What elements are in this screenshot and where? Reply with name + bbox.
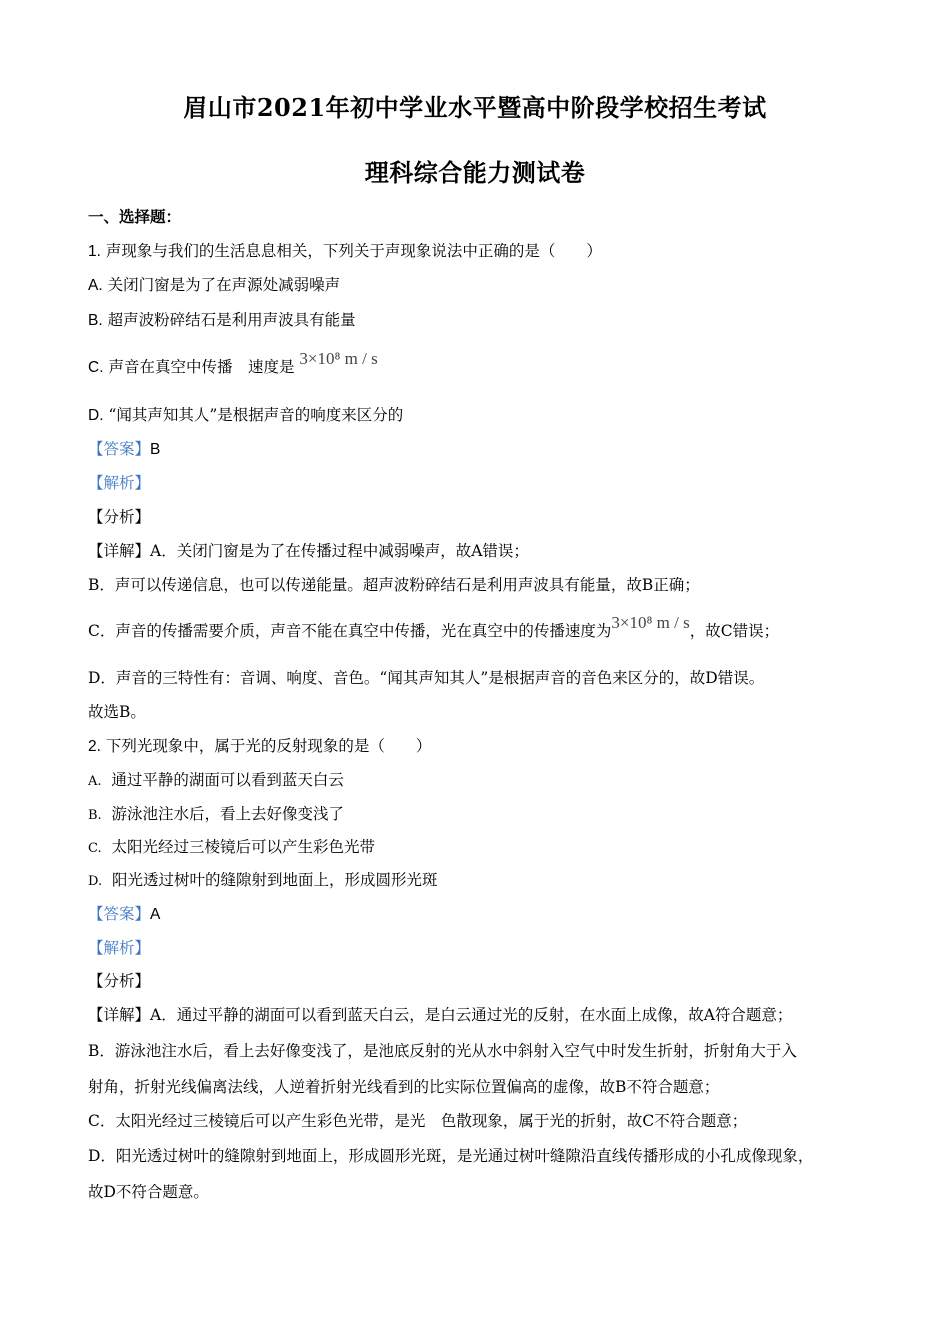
detail-text: A．关闭门窗是为了在传播过程中减弱噪声，故A错误； [150, 542, 529, 560]
question-stem: 声现象与我们的生活息息相关，下列关于声现象说法中正确的是（ ） [105, 242, 602, 260]
option-text: 游泳池注水后，看上去好像变浅了 [111, 805, 345, 823]
option-letter: B. [88, 312, 103, 329]
question-number: 2. [88, 738, 101, 755]
q2-detail-c: C．太阳光经过三棱镜后可以产生彩色光带，是光 色散现象，属于光的折射，故C不符合题意； [88, 1112, 748, 1130]
q2-detail-b-line2: 射角，折射光线偏离法线，人逆着折射光线看到的比实际位置偏高的虚像，故B不符合题意； [88, 1078, 720, 1096]
q2-option-a [88, 769, 870, 793]
q2-fenxi: 【分析】 [88, 972, 151, 990]
q1-conclusion: 故选B。 [88, 703, 146, 721]
detail-text: C．声音的传播需要介质，声音不能在真空中传播，光在真空中的传播速度为 [88, 622, 612, 640]
q2-detail-d-line1: D．阳光透过树叶的缝隙射到地面上，形成圆形光斑，是光通过树叶缝隙沿直线传播形成的小孔成像现象， [88, 1147, 814, 1165]
q2-answer [88, 903, 870, 926]
option-text: 超声波粉碎结石是利用声波具有能量 [107, 311, 356, 329]
option-letter: C. [88, 841, 102, 856]
q2-analysis-tag: 【解析】 [88, 939, 151, 957]
exam-subtitle: 理科综合能力测试卷 [364, 158, 586, 187]
q1-analysis-tag: 【解析】 [88, 474, 151, 492]
option-text: 声音在真空中传播 速度是 [108, 358, 295, 376]
q2-detail-d-line2: 故D不符合题意。 [88, 1183, 209, 1201]
detail-tag: 【详解】 [88, 542, 151, 560]
answer-value: A [150, 906, 161, 923]
q1-detail-d: D．声音的三特性有：音调、响度、音色。“闻其声知其人”是根据声音的音色来区分的，故D错误。 [88, 669, 765, 687]
q2-option-d [88, 869, 870, 893]
detail-text: ，故C错误； [689, 622, 780, 640]
option-letter: A. [88, 277, 103, 294]
q1-detail-b: B．声可以传递信息，也可以传递能量。超声波粉碎结石是利用声波具有能量，故B正确； [88, 576, 700, 594]
option-text: “闻其声知其人”是根据声音的响度来区分的 [108, 406, 404, 424]
option-letter: A. [88, 774, 102, 789]
detail-tag: 【详解】 [88, 1006, 151, 1024]
answer-tag: 【答案】 [88, 440, 151, 458]
option-text: 阳光透过树叶的缝隙射到地面上，形成圆形光斑 [111, 871, 438, 889]
option-letter: D. [88, 407, 104, 424]
option-text: 通过平静的湖面可以看到蓝天白云 [111, 771, 344, 789]
option-letter: B. [88, 808, 102, 823]
q1-option-c [88, 349, 870, 379]
answer-tag: 【答案】 [88, 905, 151, 923]
q2-option-c [88, 836, 870, 860]
question-stem: 下列光现象中，属于光的反射现象的是（ ） [105, 737, 432, 755]
speed-formula: 3×10⁸ m / s [611, 613, 690, 632]
speed-formula: 3×10⁸ m / s [299, 349, 378, 368]
option-letter: D. [88, 874, 103, 889]
question-number: 1. [88, 243, 101, 260]
detail-text: A．通过平静的湖面可以看到蓝天白云，是白云通过光的反射，在水面上成像，故A符合题意； [150, 1006, 793, 1024]
q2-detail-b-line1: B．游泳池注水后，看上去好像变浅了，是池底反射的光从水中斜射入空气中时发生折射，折射角大于入 [88, 1042, 797, 1060]
option-text: 关闭门窗是为了在声源处减弱噪声 [107, 276, 341, 294]
q1-detail-c [88, 613, 870, 642]
q1-option-b [88, 309, 870, 332]
q1-answer [88, 438, 870, 461]
q2-detail-a [88, 1004, 870, 1026]
question-2 [88, 735, 870, 758]
q1-detail-a [88, 540, 870, 562]
exam-title: 眉山市2021年初中学业水平暨高中阶段学校招生考试 [183, 93, 767, 122]
question-1 [88, 240, 870, 263]
q1-fenxi: 【分析】 [88, 508, 151, 526]
q1-option-a [88, 274, 870, 297]
option-letter: C. [88, 359, 104, 376]
section-heading: 一、选择题： [88, 207, 182, 226]
q2-option-b [88, 803, 870, 827]
q1-option-d [88, 404, 870, 427]
answer-value: B [150, 441, 161, 458]
option-text: 太阳光经过三棱镜后可以产生彩色光带 [111, 838, 375, 856]
